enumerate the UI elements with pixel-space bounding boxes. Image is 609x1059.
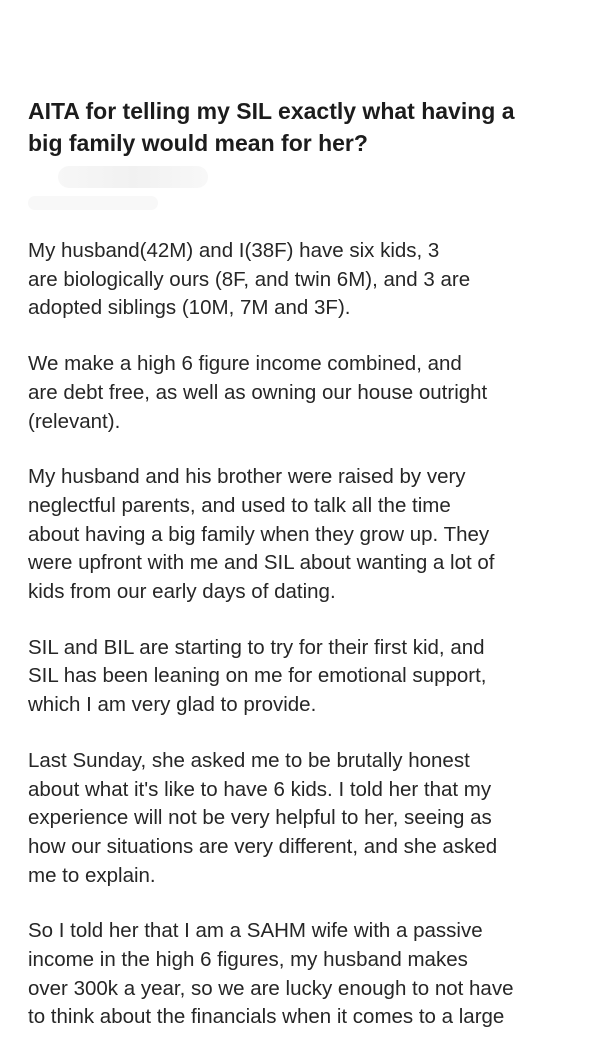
paragraph-family — [28, 237, 603, 323]
faded-post-meta-secondary — [28, 196, 158, 210]
paragraph-explanation — [28, 917, 603, 1032]
text-line: neglectful parents, and used to talk all the time — [28, 493, 451, 517]
text-line: My husband and his brother were raised by very — [28, 465, 466, 489]
paragraph-income — [28, 350, 603, 436]
text-line: SIL has been leaning on me for emotional support, — [28, 664, 487, 688]
text-line: are debt free, as well as owning our house outright — [28, 380, 488, 404]
paragraph-sunday — [28, 747, 603, 891]
text-line: about having a big family when they grow up. They — [28, 522, 490, 546]
text-line: So I told her that I am a SAHM wife with a passive — [28, 919, 483, 943]
text-line: were upfront with me and SIL about wanting a lot of — [28, 551, 495, 575]
text-line: Last Sunday, she asked me to be brutally honest — [28, 748, 470, 772]
post-header — [28, 95, 598, 159]
paragraph-background — [28, 463, 603, 607]
text-line: income in the high 6 figures, my husband makes — [28, 948, 468, 972]
text-line: (relevant). — [28, 409, 121, 433]
text-line: experience will not be very helpful to her, seeing as — [28, 806, 492, 830]
text-line: SIL and BIL are starting to try for their first kid, and — [28, 635, 485, 659]
post-body — [28, 237, 603, 1059]
text-line: over 300k a year, so we are lucky enough to not have — [28, 976, 514, 1000]
text-line: to think about the financials when it comes to a large — [28, 1005, 505, 1029]
post-title — [28, 95, 598, 159]
paragraph-sil — [28, 634, 603, 720]
text-line: me to explain. — [28, 863, 156, 887]
text-line: are biologically ours (8F, and twin 6M), and 3 are — [28, 267, 471, 291]
text-line: adopted siblings (10M, 7M and 3F). — [28, 296, 351, 320]
text-line: about what it's like to have 6 kids. I told her that my — [28, 777, 492, 801]
faded-post-meta — [58, 166, 208, 188]
text-line: We make a high 6 figure income combined, and — [28, 352, 462, 376]
text-line: My husband(42M) and I(38F) have six kids, 3 — [28, 239, 440, 262]
post-title-line: AITA for telling my SIL exactly what having a — [28, 98, 515, 124]
text-line: which I am very glad to provide. — [28, 693, 317, 717]
text-line: how our situations are very different, and she asked — [28, 834, 498, 858]
post-title-line: big family would mean for her? — [28, 130, 368, 156]
text-line: kids from our early days of dating. — [28, 580, 336, 604]
